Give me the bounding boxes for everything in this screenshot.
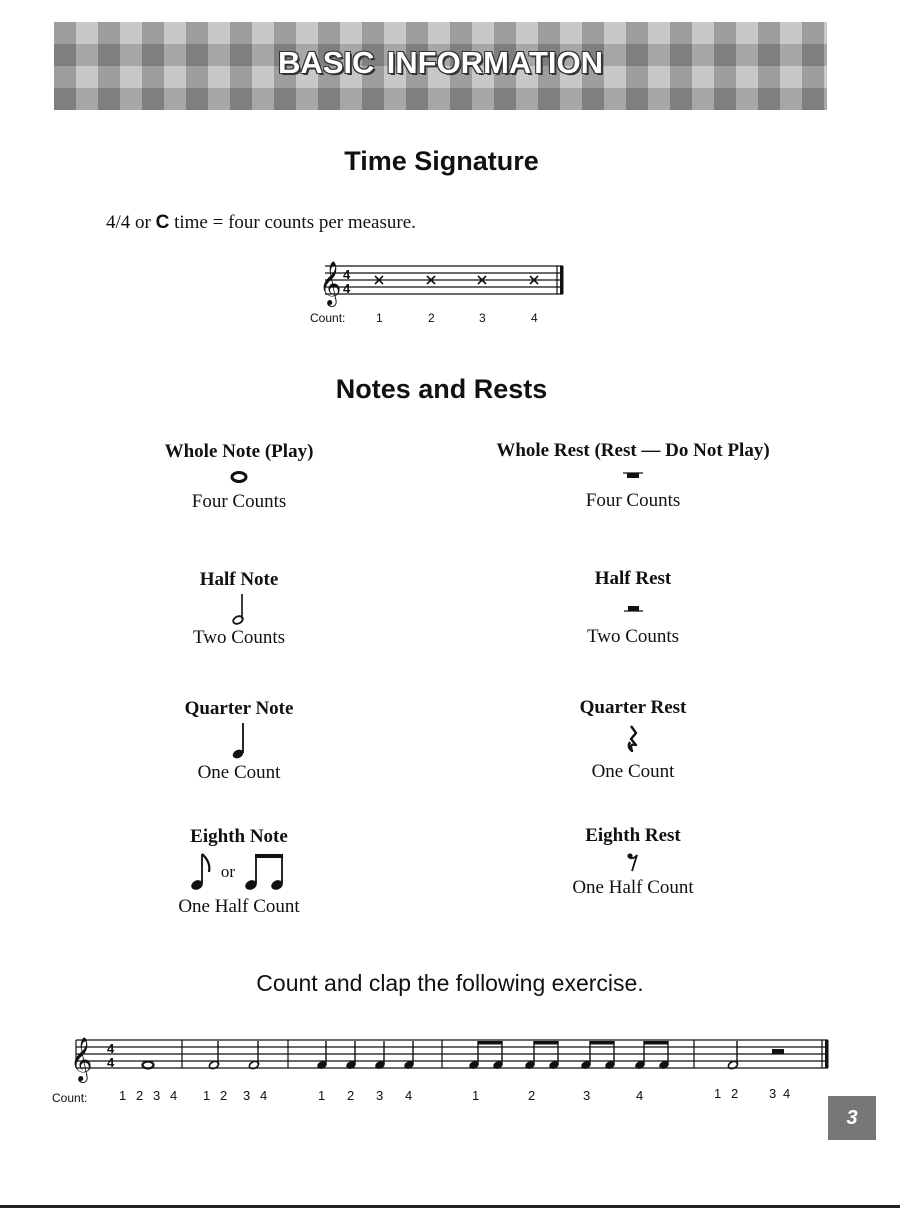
quarter-rest-icon: [625, 724, 641, 756]
time-signature-staff: [305, 254, 575, 334]
eighth-rest-block: [453, 824, 813, 900]
half-rest-block: [453, 567, 813, 649]
m3-count-1: 1: [318, 1088, 326, 1103]
quarter-rest-block: [453, 696, 813, 784]
m2-count-1: 1: [203, 1088, 211, 1103]
exercise-eighth-notes: [468, 1041, 670, 1070]
quarter-rest-count: One Count: [591, 761, 675, 782]
quarter-note-block: [59, 697, 419, 785]
m3-count-4: 4: [405, 1088, 413, 1103]
m1-count-3: 3: [153, 1088, 161, 1103]
exercise-staff: [50, 1028, 840, 1112]
m3-count-3: 3: [376, 1088, 384, 1103]
treble-clef-icon: 𝄞: [319, 263, 342, 305]
quarter-note-count: One Count: [197, 762, 281, 783]
m5-count-4: 4: [783, 1086, 791, 1101]
m5-count-1: 1: [714, 1086, 722, 1101]
half-note-icon: [229, 592, 249, 626]
eighth-rest-title: Eighth Rest: [585, 825, 681, 846]
half-rest-icon: [621, 598, 645, 618]
half-note-count: Two Counts: [192, 627, 286, 648]
count-3: 3: [479, 311, 486, 325]
m1-count-2: 2: [136, 1088, 144, 1103]
m4-count-3: 3: [583, 1088, 591, 1103]
beamed-eighth-notes-icon: [243, 850, 291, 894]
exercise-time-sig-bottom: 4: [107, 1055, 115, 1070]
exercise-instruction: Count and clap the following exercise.: [256, 970, 644, 996]
notes-and-rests-heading: Notes and Rests: [335, 374, 548, 404]
time-sig-bottom: 4: [343, 281, 351, 296]
m3-count-2: 2: [347, 1088, 355, 1103]
exercise-half-notes: [208, 1041, 259, 1070]
half-note-block: [59, 568, 419, 650]
eighth-note-count: One Half Count: [178, 896, 300, 917]
count-label: Count:: [310, 311, 346, 325]
exercise-time-sig-top: 4: [107, 1041, 115, 1056]
quarter-note-icon: [229, 721, 249, 761]
quarter-note-title: Quarter Note: [184, 698, 294, 719]
half-note-title: Half Note: [199, 569, 279, 590]
m2-count-3: 3: [243, 1088, 251, 1103]
page-title: basic information: [277, 34, 604, 83]
m2-count-4: 4: [260, 1088, 268, 1103]
whole-note-title: Whole Note (Play): [164, 441, 314, 462]
eighth-note-block: [59, 825, 419, 919]
eighth-note-title: Eighth Note: [190, 826, 288, 847]
m4-count-4: 4: [636, 1088, 644, 1103]
whole-note-icon: [229, 470, 249, 484]
m2-count-2: 2: [220, 1088, 228, 1103]
exercise-half-note-and-rest: [727, 1041, 784, 1070]
time-signature-heading: Time Signature: [344, 146, 539, 176]
exercise-whole-note: [143, 1062, 154, 1069]
description-suffix: time = four counts per measure.: [174, 212, 416, 233]
eighth-note-or: or: [220, 862, 236, 881]
half-rest-count: Two Counts: [586, 626, 680, 647]
m4-count-1: 1: [472, 1088, 480, 1103]
whole-rest-count: Four Counts: [585, 490, 681, 511]
time-signature-description: [106, 212, 416, 234]
description-prefix: 4/4 or: [106, 212, 151, 233]
whole-note-count: Four Counts: [191, 491, 287, 512]
title-banner: [54, 22, 827, 110]
count-4: 4: [531, 311, 538, 325]
whole-rest-title: Whole Rest (Rest — Do Not Play): [496, 440, 770, 461]
eighth-note-icon: [187, 850, 217, 894]
common-time-symbol: C: [155, 212, 170, 233]
whole-rest-block: [453, 439, 813, 513]
exercise-treble-clef-icon: 𝄞: [70, 1039, 93, 1081]
exercise-count-label: Count:: [52, 1091, 88, 1105]
m5-count-3: 3: [769, 1086, 777, 1101]
half-rest-title: Half Rest: [594, 568, 672, 589]
count-1: 1: [376, 311, 383, 325]
count-2: 2: [428, 311, 435, 325]
eighth-rest-count: One Half Count: [572, 877, 694, 898]
m4-count-2: 2: [528, 1088, 536, 1103]
m1-count-4: 4: [170, 1088, 178, 1103]
exercise-quarter-notes: [316, 1041, 415, 1070]
quarter-rest-title: Quarter Rest: [579, 697, 687, 718]
time-sig-top: 4: [343, 267, 351, 282]
eighth-rest-icon: [625, 851, 641, 873]
whole-rest-icon: [621, 469, 645, 483]
whole-note-block: [59, 440, 419, 514]
page-number: 3: [828, 1096, 876, 1140]
m1-count-1: 1: [119, 1088, 127, 1103]
m5-count-2: 2: [731, 1086, 739, 1101]
